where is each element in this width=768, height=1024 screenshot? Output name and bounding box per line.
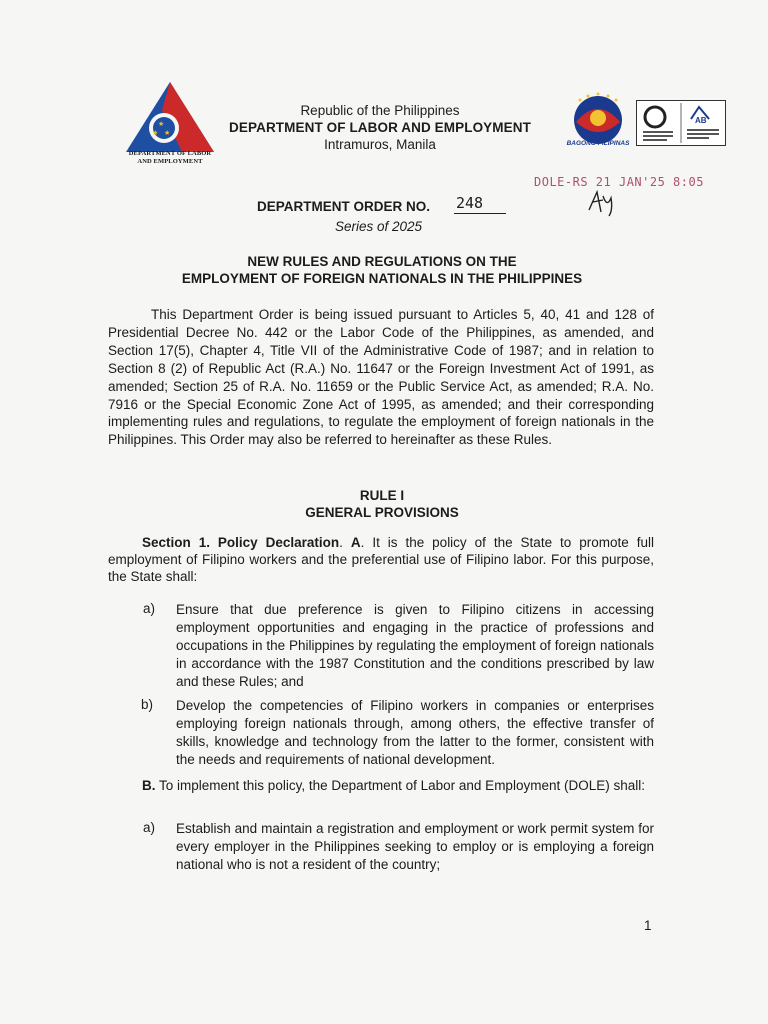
intro-paragraph: This Department Order is being issued pursuant to Articles 5, 40, 41 and 128 of Presidential Decree No. 442 or the Labor Code of the Philippines, as amended, and Section 17(5), Chapter 4, Title VII of the Administrative Code of 1987; and in relation to Section 8 (2) of Republic Act (R.A.) No. 11647 or the Foreign Investment Act of 1991, as amended; Section 25 of R.A. No. 11659 or the Public Service Act, as amended; R.A. No. 7916 or the Special Economic Zone Act of 1995, as amended; and their corresponding implementing rules and regulations, to regulate the employment of foreign nationals in the Philippines. This Order may also be referred to hereinafter as these Rules. [108,307,654,448]
svg-text:AB: AB [695,116,707,125]
order-number: 248 [454,193,506,214]
section-1-paragraph: Section 1. Policy Declaration. A. It is the policy of the State to promote full employment of Filipino workers and the preferential use of Filipino labor. For this purpose, the State shall: [108,535,654,584]
department-location: Intramuros, Manila [324,137,436,152]
bagong-pilipinas-text: BAGONG PILIPINAS [566,140,630,147]
initials-signature-icon [585,188,621,218]
list-item: Establish and maintain a registration and employment or work permit system for every employer in the Philippines seeking to employ or is employing a foreign national who is not a resident of the country; [176,821,654,872]
order-label: DEPARTMENT ORDER NO. [257,199,431,214]
page-number: 1 [644,918,652,933]
list-item-label: a) [143,820,156,835]
svg-text:★: ★ [152,130,159,137]
list-item: Ensure that due preference is given to Filipino citizens in accessing employment opportunities and engaging in the practice of professions and occupations in the Philippines by regulating the employment of foreign nationals in accordance with the 1987 Constitution and the conditions prescribed by law and these Rules; and [176,602,654,689]
section-b-letter: B. [142,778,156,793]
section-b-text: To implement this policy, the Department of Labor and Employment (DOLE) shall: [159,778,645,793]
certification-badge-icon [636,100,726,146]
dole-logo-text: DEPARTMENT OF LABOR AND EMPLOYMENT [128,150,212,165]
order-series: Series of 2025 [335,219,423,234]
svg-text:★: ★ [158,121,165,128]
receiving-stamp: DOLE-RS 21 JAN'25 8:05 [534,175,704,189]
section-1-text: It is the policy of the State to promote full employment of Filipino workers and the preferential use of Filipino labor. For this purpose, the State shall: [108,535,654,584]
department-name: DEPARTMENT OF LABOR AND EMPLOYMENT [229,120,531,135]
document-title: NEW RULES AND REGULATIONS ON THE EMPLOYMENT OF FOREIGN NATIONALS IN THE PHILIPPINES [181,254,583,286]
section-1-letter-a: A [350,535,361,550]
republic-line: Republic of the Philippines [300,103,460,118]
list-item: Develop the competencies of Filipino workers in companies or enterprises employing foreign nationals through, among others, the effective transfer of skills, knowledge and technology from the latter to the former, consistent with the needs and requirements of national development. [176,698,654,767]
svg-text:★: ★ [164,130,171,137]
letterhead [210,102,550,153]
list-item-label: a) [143,601,156,616]
rule-heading: RULE I GENERAL PROVISIONS [305,488,459,520]
section-1-heading: Section 1. Policy Declaration [142,535,340,550]
list-item-label: b) [141,697,154,712]
section-b-paragraph [108,777,654,795]
